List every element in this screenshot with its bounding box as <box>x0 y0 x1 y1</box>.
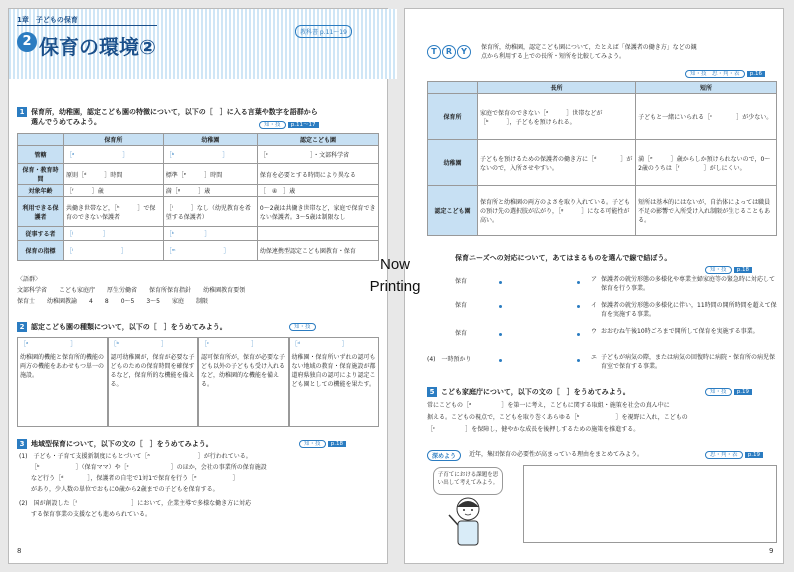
try-tags: 知・技 思・判・表 p.16 <box>685 69 765 78</box>
left-page <box>8 8 388 564</box>
q5-line: 据える。こどもの視点で，こどもを取り巻くあらゆる［ᵇ ］を視野に入れ，こどもの <box>427 414 688 421</box>
deepen-text: 近年，集団保育の必要性が高まっている理由をまとめてみよう。 <box>469 451 644 458</box>
q1-cell: ［ʲ ］ <box>64 227 164 241</box>
q4-tags: 知・技 p.18 <box>705 265 752 274</box>
q1-cell: ［ᵐ ］ <box>163 241 257 261</box>
try-header-pro: 長所 <box>478 82 636 94</box>
q2-cell: ［ᶜ ］ 認可保育所が，保育が必要な子ども以外の子どもも受け入れるなど，幼稚園的な機能を備える。 <box>198 337 289 427</box>
now-printing-overlay: Now Printing <box>369 256 421 295</box>
q1-header-nintei: 認定こども園 <box>257 134 378 146</box>
q1-header-youchien: 幼稚園 <box>163 134 257 146</box>
q1-cell: ［ᶠ ］歳 <box>64 185 164 197</box>
q2-cell: ［ᵃ ］ 幼稚園的機能と保育所的機能の両方の機能をあわせもつ単一の施設。 <box>17 337 108 427</box>
q4-left-dot[interactable] <box>499 359 502 362</box>
q4-right-dot[interactable] <box>577 333 580 336</box>
page-number: 8 <box>17 547 22 555</box>
q3-tags: 知・技 p.18 <box>299 439 346 448</box>
q1-cell: 標準［ᵉ ］時間 <box>163 164 257 185</box>
right-page <box>404 8 784 564</box>
q1-row-label: 対象年齢 <box>18 185 64 197</box>
q3-number: 3 <box>17 439 27 449</box>
student-illustration-icon <box>443 495 493 555</box>
try-row-label: 保育所 <box>428 94 478 140</box>
q2-number: 2 <box>17 322 27 332</box>
q1-cell: 0～2歳は共働き世帯など，家庭で保育できない保護者。3～5歳は制限なし <box>257 197 378 227</box>
q4-left-dot[interactable] <box>499 333 502 336</box>
q1-cell: 幼保連携型認定こども園教育・保育 <box>257 241 378 261</box>
q4-right-item: ア 保護者の就労形態の多様化や専業主婦家庭等の緊急時に対応して保育を行う事業。 <box>591 276 776 292</box>
try-row-label: 認定こども園 <box>428 186 478 236</box>
try-text: 保育所，幼稚園，認定こども園について，たとえば「保護者の働き方」などの観 点から利用する上での長所・短所を比較してみよう。 <box>481 44 697 60</box>
q4-right-dot[interactable] <box>577 359 580 362</box>
q5-line: ［ᶜ ］を保障し，健やかな成長を後押しするための施策を推進する。 <box>427 426 640 433</box>
deepen-label: 深めよう <box>427 450 461 461</box>
q4-text: 保育ニーズへの対応について，あてはまるものを選んで線で結ぼう。 <box>455 254 672 262</box>
try-cell: 満［ᵉ ］歳からしか預けられないので，0～2歳のうちは［ᶠ ］がしにくい。 <box>636 140 777 186</box>
try-table <box>427 81 777 236</box>
q1-row-label: 管轄 <box>18 146 64 164</box>
q1-row-label: 保育の指標 <box>18 241 64 261</box>
q1-tags: 知・技 p.11～17 <box>259 120 319 129</box>
q1-number: 1 <box>17 107 27 117</box>
chapter-label: 1章 子どもの保育 <box>17 15 157 26</box>
q3-line: ［ᵇ ］（保育ママ）や［ᶜ ］のほか，会社の事業所の保育施設 <box>31 464 267 471</box>
q4-left-item: 保育 <box>455 302 468 309</box>
q3-line: など行う［ᵈ ］，保護者の自宅で1対1で保育を行う［ᵉ ］ <box>31 475 239 482</box>
q4-left-item: 保育 <box>455 278 468 285</box>
try-row-label: 幼稚園 <box>428 140 478 186</box>
try-cell: 短所は基本的にはないが，自治体によっては職員不足の影響で入所受け入れ制限が生じることもある。 <box>636 186 777 236</box>
q1-cell: 原則［ᵈ ］時間 <box>64 164 164 185</box>
q2-tag: 知・技 <box>289 322 316 331</box>
q4-right-dot[interactable] <box>577 281 580 284</box>
q4-left-item: 保育 <box>455 330 468 337</box>
q1-header-hoikusho: 保育所 <box>64 134 164 146</box>
q1-cell: ［ᵇ ］ <box>163 146 257 164</box>
q1-row-label: 利用できる保護者 <box>18 197 64 227</box>
q1-cell: ［ⁱ ］なし（幼児教育を希望する保護者） <box>163 197 257 227</box>
q2-text: 認定こども園の種類について，以下の［ ］をうめてみよう。 <box>31 323 227 331</box>
try-cell: 保育所と幼稚園の両方のよさを取り入れている。子どもの預け先の選択肢が広がり，［ᵍ ］になる可能性が高い。 <box>478 186 636 236</box>
deepen-tags: 思・判・表 p.19 <box>705 450 763 459</box>
q1-cell: 満［ᵍ ］歳 <box>163 185 257 197</box>
q3-line: (1) 子ども・子育て支援新制度にもとづいて［ᵃ ］が行われている。 <box>19 453 252 460</box>
q3-line: (2) 国が創設した［ᶠ ］において，企業主導で多様な働き方に対応 <box>19 500 252 507</box>
q5-line: 常にこどもの［ᵃ ］を第一に考え，こどもに関する取組・施策を社会の真ん中に <box>427 402 670 409</box>
q1-cell: 共働き世帯など，［ʰ ］で保育のできない保護者 <box>64 197 164 227</box>
wordlist-row-1: 文部科学省 こども家庭庁 厚生労働省 保育所保育指針 幼稚園教育要領 <box>17 287 246 294</box>
try-badge: T R Y <box>427 45 471 59</box>
q3-text: 地域型保育について，以下の文の［ ］をうめてみよう。 <box>31 440 213 448</box>
q2-cell: ［ᵇ ］ 認可幼稚園が，保育が必要な子どものための保育時間を確保するなど，保育所的な機能を備える。 <box>108 337 199 427</box>
wordlist-label: 〈語群〉 <box>17 276 42 283</box>
try-header-con: 短所 <box>636 82 777 94</box>
try-cell: 子どもを預けるための保護者の働き方に［ᵈ ］がないので，入所させやすい。 <box>478 140 636 186</box>
q1-row-label: 従事する者 <box>18 227 64 241</box>
textbook-ref: 教科書 p.11～19 <box>295 25 352 38</box>
q1-cell: ［ᵏ ］ <box>163 227 257 241</box>
page-title: 保育の環境② <box>39 35 156 59</box>
hint-bubble: 子育てにおける課題を思い出して考えてみよう。 <box>433 467 503 495</box>
page-number: 9 <box>769 547 774 555</box>
q1-cell: ［ˡ ］ <box>64 241 164 261</box>
q1-cell: 保育を必要とする時間により異なる <box>257 164 378 185</box>
q4-right-item: ウ おおむね午後10時ごろまで開所して保育を実施する事業。 <box>591 328 759 335</box>
q4-left-dot[interactable] <box>499 281 502 284</box>
q4-right-item: エ 子どもが病気の際，または病気の回復時に病院・保育所の病児保育室で保育する事業。 <box>591 354 776 370</box>
title-number: 2 <box>17 32 37 52</box>
q5-text: こども家庭庁について，以下の文の［ ］をうめてみよう。 <box>441 388 630 396</box>
try-cell: 子どもと一緒にいられる［ᶜ ］が少ない。 <box>636 94 777 140</box>
q1-row-label: 保育・教育時間 <box>18 164 64 185</box>
q1-cell: ［ᶜ ］・文部科学省 <box>257 146 378 164</box>
q4-left-dot[interactable] <box>499 305 502 308</box>
try-cell: 家庭で保育のできない［ᵃ ］世帯などが［ᵇ ］，子どもを預けられる。 <box>478 94 636 140</box>
q1-cell: ［ᵃ ］ <box>64 146 164 164</box>
q1-cell: ［ ④ ］歳 <box>257 185 378 197</box>
q3-line: があり，少人数の単位でおもに0歳から2歳までの子どもを保育する。 <box>31 486 219 493</box>
q4-left-item: (4) 一時預かり <box>427 356 472 363</box>
q4-right-item: イ 保護者の就労形態の多様化に伴い，11時間の開所時間を超えて保育を実施する事業。 <box>591 302 777 318</box>
q1-cell <box>257 227 378 241</box>
q2-cell: ［ᵈ ］ 幼稚園・保育所いずれの認可もない地域の教育・保育施設が都道府県独自の認可により認定こども園としての機能を果たす。 <box>289 337 380 427</box>
q1-table <box>17 133 379 261</box>
q5-tags: 知・技 p.19 <box>705 387 752 396</box>
wordlist-row-2: 保育士 幼稚園教諭 4 8 0～5 3～5 家庭 制限 <box>17 298 208 305</box>
q1-text: 保育所，幼稚園，認定こども園の特徴について，以下の［ ］に入る言葉や数字を語群から 選んでうめてみよう。 <box>31 108 318 126</box>
q4-right-dot[interactable] <box>577 305 580 308</box>
q3-line: する保育事業の支援なども進められている。 <box>31 511 152 518</box>
q5-number: 5 <box>427 387 437 397</box>
answer-box[interactable] <box>523 465 777 543</box>
q2-grid <box>17 337 379 427</box>
